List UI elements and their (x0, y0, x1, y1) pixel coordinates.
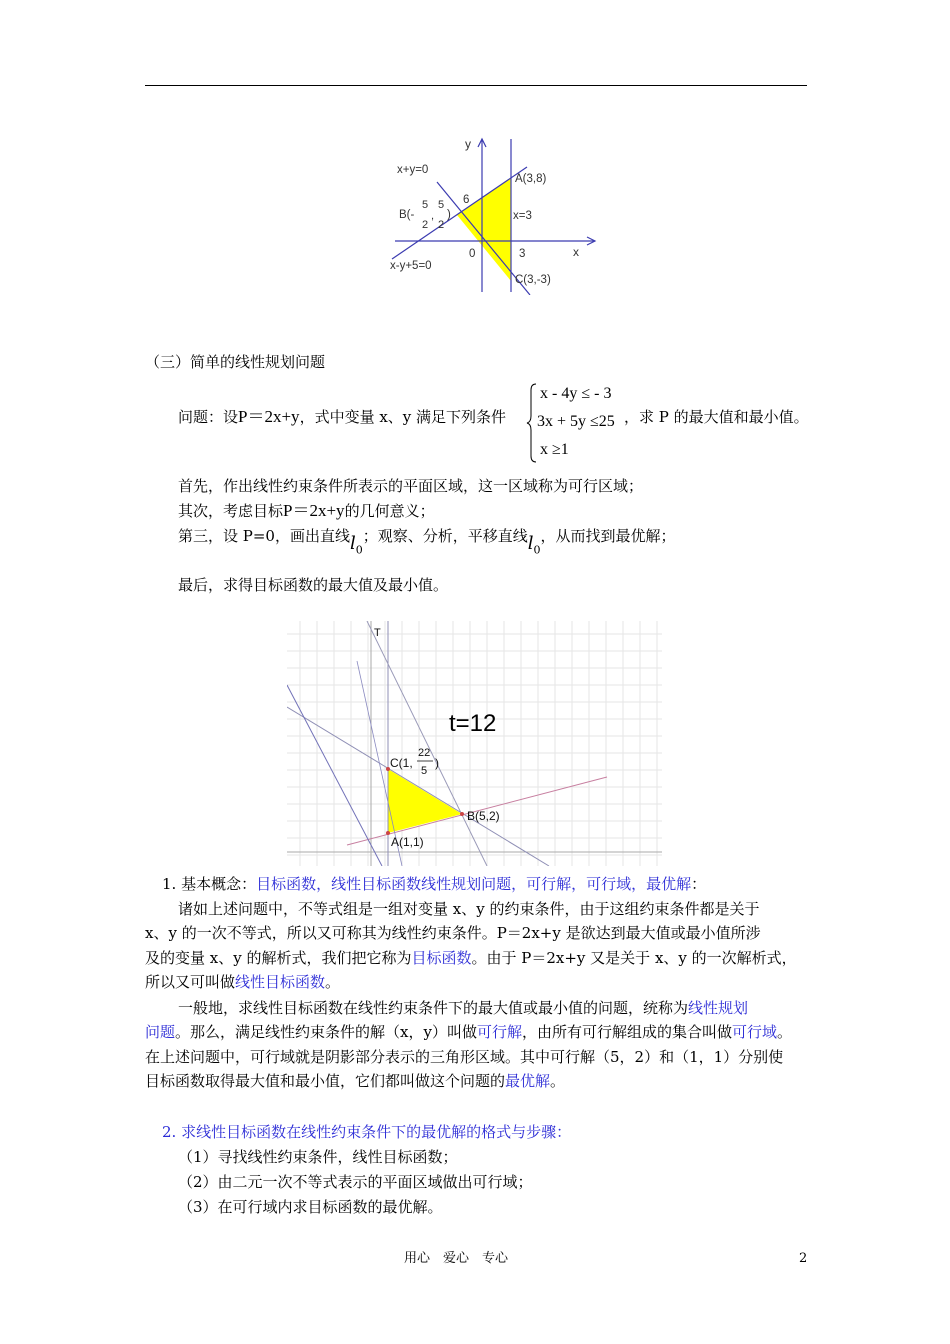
header-rule (145, 85, 807, 86)
label-x-plus-y: x+y=0 (397, 164, 429, 176)
feasible-triangle-2 (388, 769, 462, 833)
label-x-minus-y: x-y+5=0 (390, 260, 432, 272)
step-3 (178, 524, 676, 555)
problem-prefix-text: 问题：设 (178, 408, 239, 426)
concept-p2-b3: 。 (777, 1023, 793, 1041)
step-2 (178, 499, 435, 523)
problem-objective: P＝2x+y (238, 407, 300, 426)
l-symbol: l (527, 533, 534, 554)
point-c-den: 5 (421, 765, 428, 777)
concept-p1-line3 (145, 946, 797, 970)
problem-middle: ，式中变量 x、y 满足下列条件 (299, 408, 507, 426)
step-3-c: ，从而找到最优解； (540, 527, 676, 545)
point-b-mid: , (431, 210, 435, 222)
constraint-2: 3x + 5y ≤25 (537, 413, 615, 430)
concept-p2-a1: 一般地，求线性目标函数在线性约束条件下的最大值或最小值的问题，统称为 (178, 999, 689, 1017)
term-feasible-solution: 可行解 (476, 1023, 522, 1041)
step-3-b: ；观察、分析，平移直线 (362, 527, 528, 545)
step-2-suffix: 的几何意义； (344, 502, 435, 520)
t-value: t=12 (449, 710, 497, 737)
feasible-region-figure-2 (287, 621, 662, 866)
concept-p1-d2: 。 (325, 973, 341, 991)
page-number: 2 (799, 1251, 808, 1266)
point-b-num1: 5 (422, 199, 429, 211)
label-x-eq-3: x=3 (513, 210, 532, 222)
concept-p1-c2: 。由于 P＝2x+y 又是关于 x、y 的一次解析式， (471, 949, 797, 967)
tick-0: 0 (469, 248, 476, 260)
l-subscript: 0 (355, 543, 363, 557)
concept-p1-c1: 及的变量 x、y 的解析式，我们把它称为 (145, 949, 412, 967)
point-b-den1: 2 (422, 219, 429, 231)
term-linear-programming: 线性规划 (688, 999, 749, 1017)
concept-p1-line2: x、y 的一次不等式，所以又可称其为线性约束条件。P＝2x+y 是欲达到最大值或最小值所涉 (145, 924, 761, 942)
section-2-item-3: （3）在可行域内求目标函数的最优解。 (178, 1198, 443, 1216)
concept-p2-line1 (178, 996, 748, 1020)
concept-title-terms: 目标函数，线性目标函数线性规划问题，可行解，可行域，最优解 (256, 875, 692, 893)
point-c-prefix: C(1, (390, 756, 413, 770)
tick-6: 6 (463, 194, 470, 206)
concept-p2-line3: 在上述问题中，可行域就是阴影部分表示的三角形区域。其中可行解（5，2）和（1，1）分别使 (145, 1048, 784, 1066)
term-problem: 问题 (145, 1023, 176, 1041)
point-c-label: C(3,-3) (515, 274, 551, 286)
grid (287, 621, 662, 866)
concept-p1-d1: 所以又可叫做 (145, 973, 236, 991)
footer-motto: 用心 爱心 专心 (404, 1251, 509, 1266)
l-subscript: 0 (533, 543, 541, 557)
concept-p1-line1: 诸如上述问题中，不等式组是一组对变量 x、y 的约束条件，由于这组约束条件都是关于 (178, 900, 760, 918)
term-optimal-solution: 最优解 (505, 1072, 551, 1090)
section-2-title: 2. 求线性目标函数在线性约束条件下的最优解的格式与步骤： (162, 1123, 572, 1141)
point-c-num: 22 (418, 747, 431, 759)
concept-p2-line2 (145, 1020, 792, 1044)
point-a-label: A(1,1) (391, 835, 424, 849)
point-b-dot (460, 812, 464, 816)
section-2-item-1: （1）寻找线性约束条件，线性目标函数； (178, 1148, 458, 1166)
step-2-objective: P＝2x+y (283, 501, 345, 520)
step-3-a: 第三，设 P=0，画出直线 (178, 527, 350, 545)
x-axis-label: x (573, 245, 579, 259)
y-axis-label: y (465, 137, 471, 151)
point-c-suffix: ) (435, 756, 439, 770)
point-a-dot (386, 831, 390, 835)
term-objective-function: 目标函数 (411, 949, 472, 967)
section-2-item-2: （2）由二元一次不等式表示的平面区域做出可行域； (178, 1173, 533, 1191)
constraint-1: x - 4y ≤ - 3 (540, 385, 612, 402)
concept-p2-d2: 。 (550, 1072, 566, 1090)
concept-title-suffix: ： (691, 875, 707, 893)
feasible-region-figure-1 (385, 135, 600, 295)
point-b-label: B(5,2) (467, 809, 500, 823)
point-b-den2: 2 (438, 219, 445, 231)
l-symbol: l (349, 533, 356, 554)
problem-suffix: ，求 P 的最大值和最小值。 (624, 408, 809, 426)
term-feasible-region: 可行域 (731, 1023, 777, 1041)
step-4: 最后，求得目标函数的最大值及最小值。 (178, 576, 449, 594)
concept-p2-b1: 。那么，满足线性约束条件的解（x，y）叫做 (175, 1023, 477, 1041)
point-a-label: A(3,8) (515, 173, 547, 185)
step-1: 首先，作出线性约束条件所表示的平面区域，这一区域称为可行区域； (178, 477, 644, 495)
concept-p1-line4 (145, 970, 340, 994)
concept-title (162, 872, 706, 896)
constraint-3: x ≥1 (540, 441, 569, 458)
problem-prefix (178, 405, 506, 429)
point-b-prefix: B(- (399, 209, 415, 221)
concept-p2-b2: ，由所有可行解组成的集合叫做 (521, 1023, 732, 1041)
section-title: （三）简单的线性规划问题 (145, 353, 326, 371)
tick-3: 3 (519, 248, 526, 260)
term-linear-objective: 线性目标函数 (235, 973, 326, 991)
step-2-prefix: 其次，考虑目标 (178, 502, 284, 520)
line-l0-first (349, 533, 363, 557)
concept-title-prefix: 1. 基本概念： (162, 875, 257, 893)
point-b-num2: 5 (438, 199, 445, 211)
point-b-suffix: ) (447, 209, 451, 221)
line-l0-second (527, 533, 541, 557)
t-axis-label: T (374, 627, 381, 639)
concept-p2-d1: 目标函数取得最大值和最小值，它们都叫做这个问题的 (145, 1072, 506, 1090)
concept-p2-line4 (145, 1069, 565, 1093)
